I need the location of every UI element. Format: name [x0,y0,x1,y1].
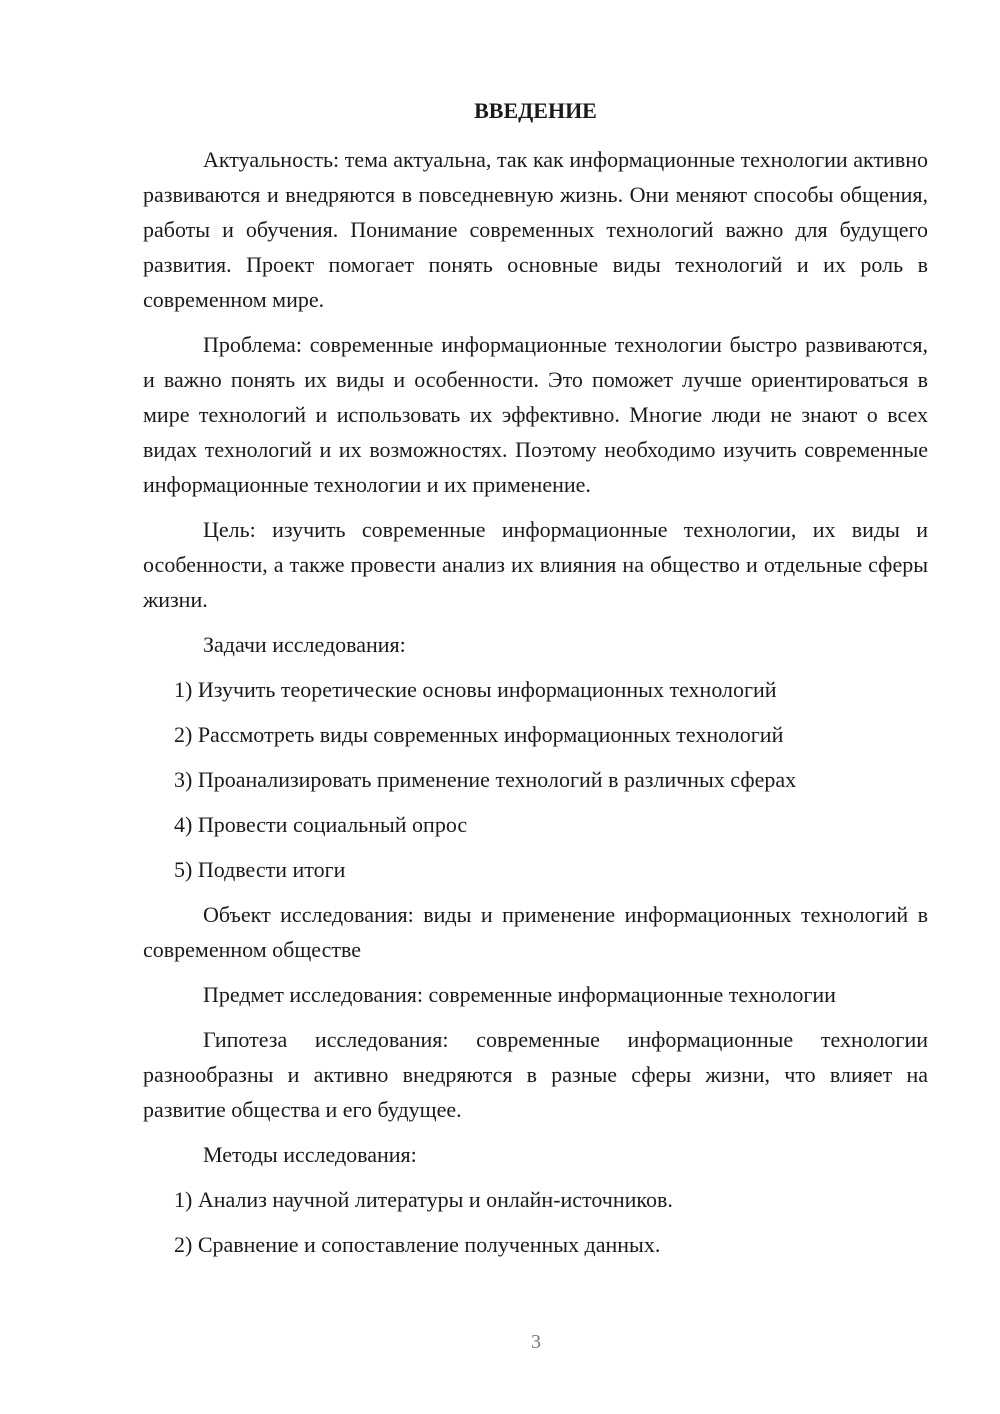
relevance-paragraph: Актуальность: тема актуальна, так как информационные технологии активно развиваются и внедряются в повседневную жизнь. Они меняют способы общения, работы и обучения. Понимание современных технологий важно для будущего развития. Проект помогает понять основные виды технологий и их роль в современном мире. [143,147,928,312]
list-item: 2) Сравнение и сопоставление полученных данных. [174,1232,661,1257]
page-title: ВВЕДЕНИЕ [474,98,597,123]
list-item: 4) Провести социальный опрос [174,812,468,837]
subject-paragraph: Предмет исследования: современные информационные технологии [203,982,836,1007]
list-item: 1) Анализ научной литературы и онлайн-источников. [174,1187,673,1212]
goal-paragraph: Цель: изучить современные информационные технологии, их виды и особенности, а также провести анализ их влияния на общество и отдельные сферы жизни. [143,517,928,612]
hypothesis-paragraph: Гипотеза исследования: современные информационные технологии разнообразны и активно внедряются в разные сферы жизни, что влияет на развитие общества и его будущее. [143,1027,928,1122]
list-item: 3) Проанализировать применение технологий в различных сферах [174,767,797,792]
document-body [143,142,928,1262]
list-item: 2) Рассмотреть виды современных информационных технологий [174,722,784,747]
list-item: 1) Изучить теоретические основы информационных технологий [174,677,777,702]
tasks-heading: Задачи исследования: [203,632,406,657]
object-paragraph: Объект исследования: виды и применение информационных технологий в современном обществе [143,902,928,962]
methods-heading: Методы исследования: [203,1142,417,1167]
list-item: 5) Подвести итоги [174,857,346,882]
problem-paragraph: Проблема: современные информационные технологии быстро развиваются, и важно понять их виды и особенности. Это поможет лучше ориентироваться в мире технологий и использовать их эффективно. Многие люди не знают о всех видах технологий и их возможностях. Поэтому необходимо изучить современные информационные технологии и их применение. [143,332,928,497]
page-number: 3 [531,1331,541,1353]
methods-list [143,1182,928,1262]
tasks-list [143,672,928,887]
